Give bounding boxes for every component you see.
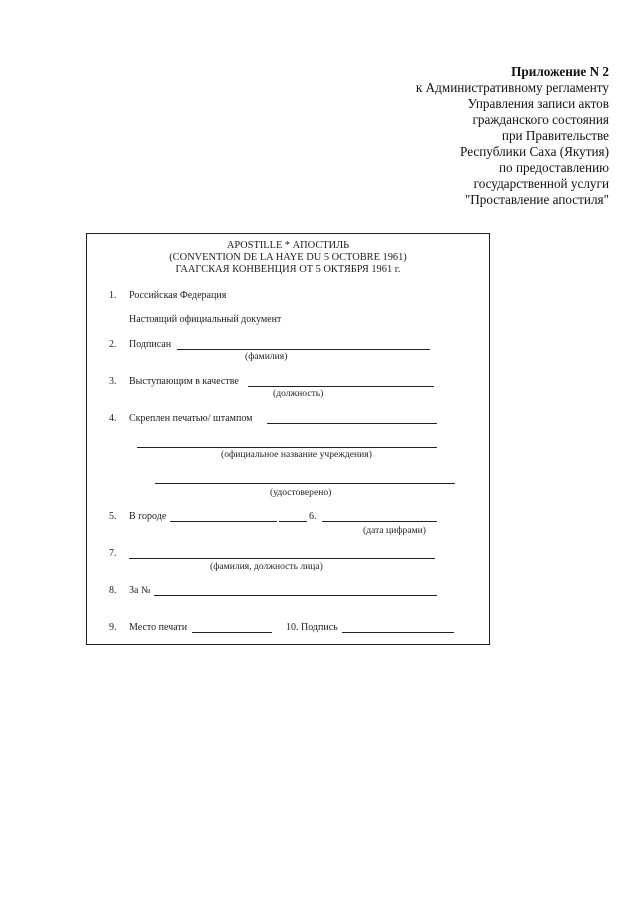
item-3-number: 3. [109, 376, 117, 387]
person-caption: (фамилия, должность лица) [210, 561, 323, 572]
item-1-country: Российская Федерация [129, 290, 227, 301]
person-line [129, 558, 435, 559]
item-8-number: 8. [109, 585, 117, 596]
city-line-short [279, 521, 307, 522]
certified-caption: (удостоверено) [270, 487, 332, 498]
item-9-number: 9. [109, 622, 117, 633]
certified-line [155, 483, 455, 484]
apostille-form [86, 233, 490, 645]
item-7-number: 7. [109, 548, 117, 559]
institution-line [137, 447, 437, 448]
appendix-header [416, 64, 609, 208]
institution-caption: (официальное название учреждения) [221, 449, 372, 460]
appendix-line-4: при Правительстве [501, 128, 609, 143]
form-heading-convention: (CONVENTION DE LA HAYE DU 5 OCTOBRE 1961) [169, 252, 407, 263]
seal-line [267, 423, 437, 424]
number-line [154, 595, 437, 596]
signature-line [342, 632, 454, 633]
seal-place-line [192, 632, 272, 633]
appendix-line-1: к Административному регламенту [415, 80, 609, 95]
item-2-signed-label: Подписан [129, 339, 172, 350]
position-caption: (должность) [273, 388, 324, 399]
appendix-title: Приложение N 2 [511, 64, 609, 79]
item-8-number-label: За № [129, 585, 151, 596]
item-9-seal-place-label: Место печати [129, 622, 188, 633]
appendix-line-8: "Проставление апостиля" [464, 192, 609, 207]
city-line [170, 521, 277, 522]
appendix-line-3: гражданского состояния [472, 112, 609, 127]
appendix-line-5: Республики Саха (Якутия) [460, 144, 609, 159]
item-5-number: 5. [109, 511, 117, 522]
form-heading-apostille: APOSTILLE * АПОСТИЛЬ [226, 240, 350, 251]
item-4-number: 4. [109, 413, 117, 424]
appendix-line-6: по предоставлению [499, 160, 609, 175]
form-heading-hague: ГААГСКАЯ КОНВЕНЦИЯ ОТ 5 ОКТЯБРЯ 1961 г. [175, 264, 401, 275]
item-3-capacity-label: Выступающим в качестве [129, 376, 239, 387]
item-4-seal-label: Скреплен печатью/ штампом [129, 413, 253, 424]
surname-caption: (фамилия) [245, 351, 288, 362]
capacity-line [248, 386, 434, 387]
official-document-text: Настоящий официальный документ [129, 314, 282, 325]
item-5-city-label: В городе [129, 511, 167, 522]
date-line [322, 521, 437, 522]
item-1-number: 1. [109, 290, 117, 301]
item-6-number: 6. [309, 511, 317, 522]
item-10-signature-label: 10. Подпись [286, 622, 338, 633]
appendix-line-7: государственной услуги [473, 176, 609, 191]
signed-by-line [177, 349, 430, 350]
item-2-number: 2. [109, 339, 117, 350]
appendix-line-2: Управления записи актов [467, 96, 609, 111]
date-caption: (дата цифрами) [363, 525, 426, 536]
